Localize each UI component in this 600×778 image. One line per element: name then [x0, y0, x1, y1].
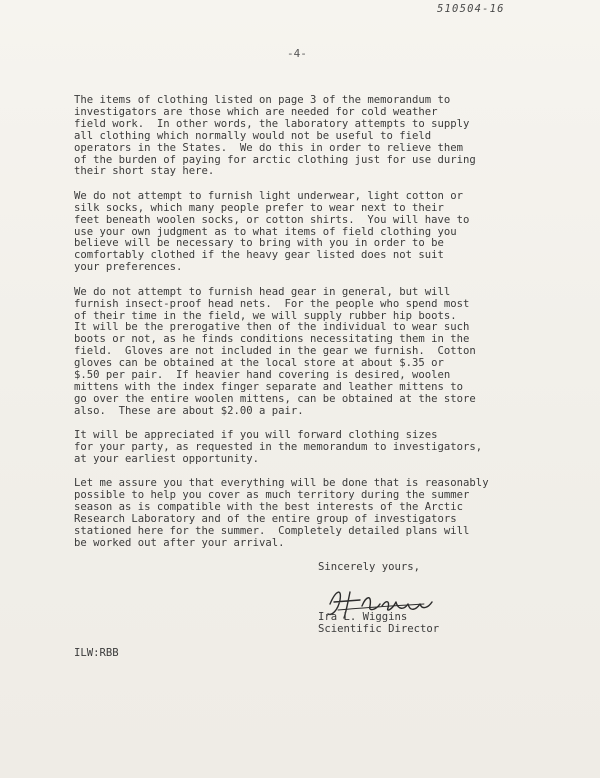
- text-line: field. Gloves are not included in the gear we furnish. Cotton: [74, 345, 476, 358]
- text-line: possible to help you cover as much territory during the summer: [74, 489, 470, 502]
- letter-body: [74, 95, 574, 562]
- text-line: We do not attempt to furnish light underwear, light cotton or: [74, 189, 464, 202]
- text-line: your preferences.: [74, 261, 183, 274]
- text-line: be worked out after your arrival.: [74, 536, 285, 549]
- paragraph-clothing-items: [74, 95, 574, 178]
- signer-name: Ira L. Wiggins: [318, 611, 408, 623]
- text-line: silk socks, which many people prefer to wear next to their: [74, 201, 444, 214]
- text-line: gloves can be obtained at the local store at about $.35 or: [74, 357, 444, 370]
- paragraph-clothing-sizes: [74, 430, 574, 466]
- text-line: Research Laboratory and of the entire group of investigators: [74, 513, 457, 526]
- text-line: season as is compatible with the best interests of the Arctic: [74, 501, 464, 514]
- text-line: mittens with the index finger separate and leather mittens to: [74, 380, 464, 393]
- text-line: It will be appreciated if you will forward clothing sizes: [74, 429, 438, 442]
- paragraph-underwear-socks: [74, 191, 574, 274]
- text-line: boots or not, as he finds conditions necessitating them in the: [74, 333, 470, 346]
- text-line: all clothing which normally would not be useful to field: [74, 129, 432, 142]
- text-line: comfortably clothed if the heavy gear listed does not suit: [74, 249, 444, 262]
- document-id-stamp: 510504-16: [437, 3, 505, 15]
- text-line: The items of clothing listed on page 3 of the memorandum to: [74, 94, 451, 106]
- text-line: $.50 per pair. If heavier hand covering is desired, woolen: [74, 369, 451, 382]
- text-line: of the burden of paying for arctic clothing just for use during: [74, 153, 476, 166]
- text-line: use your own judgment as to what items of field clothing you: [74, 225, 457, 238]
- text-line: operators in the States. We do this in order to relieve them: [74, 141, 464, 154]
- reference-initials: ILW:RBB: [74, 647, 119, 659]
- text-line: at your earliest opportunity.: [74, 452, 259, 465]
- paragraph-head-gear-gloves: [74, 287, 574, 418]
- text-line: It will be the prerogative then of the individual to wear such: [74, 321, 470, 334]
- text-line: Let me assure you that everything will be done that is reasonably: [74, 477, 489, 490]
- text-line: also. These are about $2.00 a pair.: [74, 404, 304, 417]
- page-number: -4-: [287, 47, 307, 60]
- closing-salutation: Sincerely yours,: [318, 561, 421, 573]
- text-line: go over the entire woolen mittens, can be obtained at the store: [74, 392, 476, 405]
- text-line: furnish insect-proof head nets. For the people who spend most: [74, 297, 470, 310]
- text-line: field work. In other words, the laboratory attempts to supply: [74, 117, 470, 130]
- text-line: stationed here for the summer. Completely detailed plans will: [74, 525, 470, 537]
- signer-title: Scientific Director: [318, 623, 440, 636]
- text-line: their short stay here.: [74, 165, 215, 178]
- text-line: believe will be necessary to bring with you in order to be: [74, 237, 444, 250]
- text-line: of their time in the field, we will supply rubber hip boots.: [74, 309, 457, 322]
- text-line: We do not attempt to furnish head gear in general, but will: [74, 285, 451, 298]
- text-line: feet beneath woolen socks, or cotton shirts. You will have to: [74, 213, 470, 226]
- text-line: for your party, as requested in the memorandum to investigators,: [74, 441, 483, 454]
- signature-block: [318, 611, 439, 636]
- text-line: investigators are those which are needed for cold weather: [74, 105, 438, 118]
- paragraph-assurance: [74, 478, 574, 549]
